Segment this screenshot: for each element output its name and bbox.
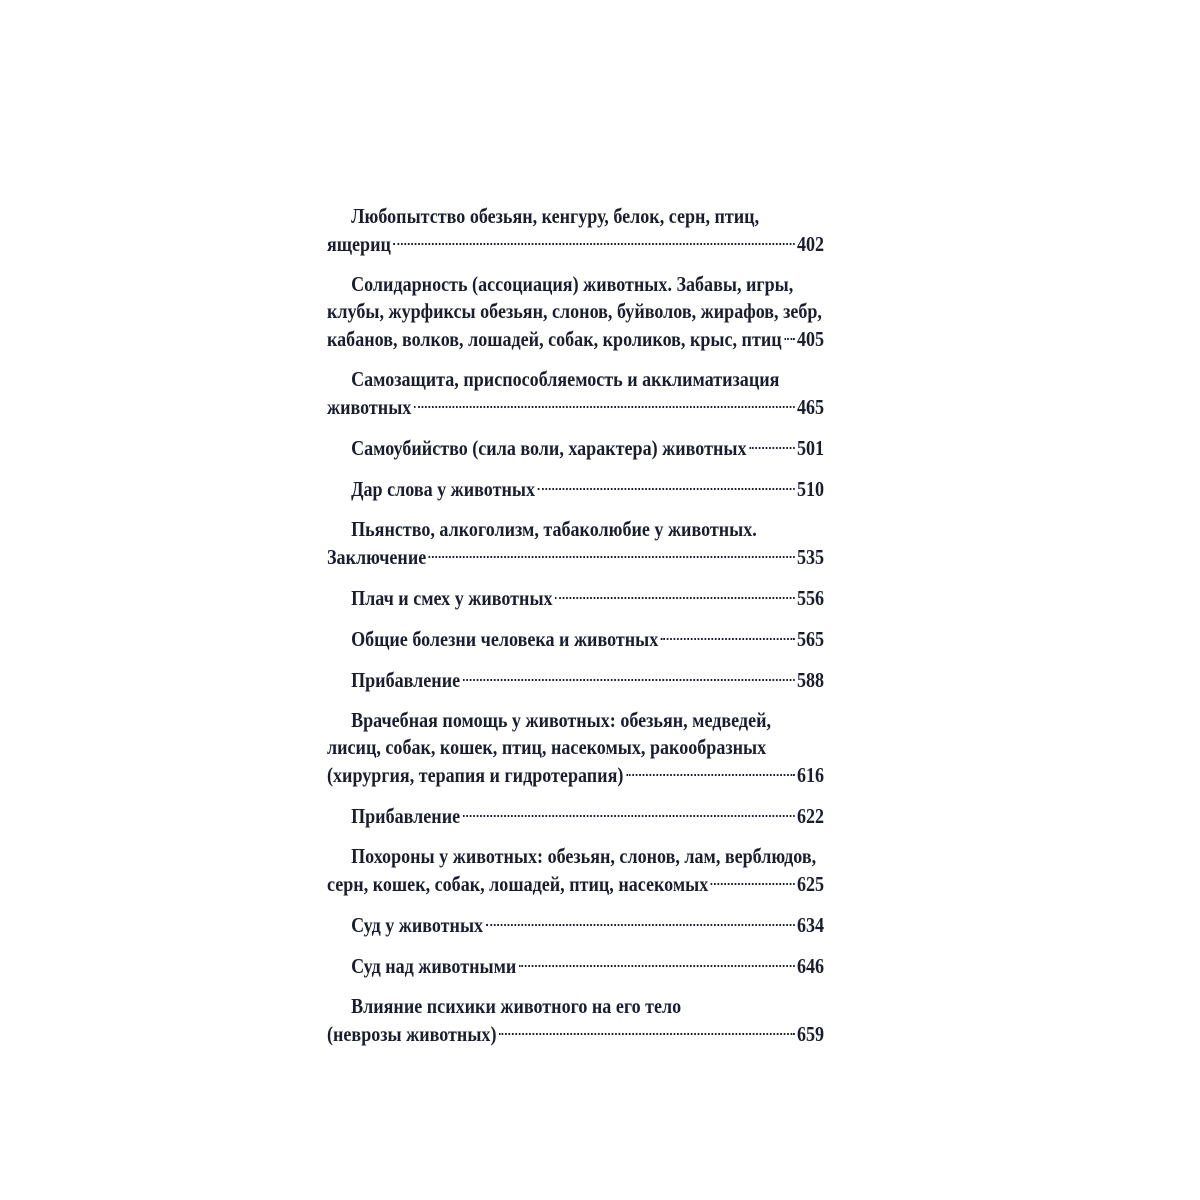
toc-entry-line xyxy=(327,516,824,543)
dot-leader xyxy=(463,802,795,823)
toc-entry-title: Самоубийство (сила воли, характера) животных xyxy=(351,436,747,460)
toc-entry-title: животных xyxy=(327,395,412,419)
toc-page-number: 616 xyxy=(796,763,825,787)
toc-entry-title: Пьянство, алкоголизм, табаколюбие у животных. xyxy=(351,517,757,541)
toc-entry-title: Дар слова у животных xyxy=(351,477,535,501)
toc-entry xyxy=(327,666,824,694)
toc-entry-line xyxy=(327,325,824,353)
toc-entry-title: Суд у животных xyxy=(351,913,484,937)
toc-entry xyxy=(327,911,824,939)
toc-entry-title: Общие болезни человека и животных xyxy=(351,627,659,651)
dot-leader xyxy=(499,1020,794,1041)
toc-entry-line xyxy=(327,271,824,298)
toc-entry xyxy=(327,203,824,258)
toc-entry-line xyxy=(327,952,824,980)
toc-entry-title: лисиц, собак, кошек, птиц, насекомых, ракообразных xyxy=(327,735,767,759)
toc-page-number: 501 xyxy=(796,436,825,460)
toc-entry-line xyxy=(327,1020,824,1048)
toc-entry-title: Влияние психики животного на его тело xyxy=(351,994,682,1018)
toc-entry-title: Врачебная помощь у животных: обезьян, медведей, xyxy=(351,708,772,732)
toc-entry-line xyxy=(327,734,824,761)
toc-entry xyxy=(327,366,824,421)
toc-page-number: 405 xyxy=(796,327,825,351)
toc-page-number: 402 xyxy=(796,232,825,256)
toc-entry xyxy=(327,475,824,503)
toc-entry-title: Плач и смех у животных xyxy=(351,586,553,610)
dot-leader xyxy=(486,911,795,932)
toc-page-number: 659 xyxy=(796,1022,825,1046)
toc-entry-line xyxy=(327,203,824,230)
toc-entry xyxy=(327,707,824,789)
dot-leader xyxy=(626,761,794,782)
toc-entry-line xyxy=(327,230,824,258)
toc-entry-title: кабанов, волков, лошадей, собак, кроликов, крыс, птиц xyxy=(327,327,782,351)
toc-page-number: 510 xyxy=(796,477,825,501)
toc-entry xyxy=(327,625,824,653)
toc-entry-title: Прибавление xyxy=(351,668,461,692)
toc-entry-line xyxy=(327,843,824,870)
toc-entry-line xyxy=(327,761,824,789)
toc-entry-line xyxy=(327,870,824,898)
dot-leader xyxy=(414,393,794,414)
toc-page-number: 646 xyxy=(796,954,825,978)
toc-page-number: 556 xyxy=(796,586,825,610)
toc-entry-title: ящериц xyxy=(327,232,391,256)
toc-entry-title: Прибавление xyxy=(351,804,461,828)
toc-entry-line xyxy=(327,393,824,421)
toc-entry-line xyxy=(327,584,824,612)
toc-entry-line xyxy=(327,993,824,1020)
toc-entry-line xyxy=(327,475,824,503)
toc-entry-title: Похороны у животных: обезьян, слонов, лам, верблюдов, xyxy=(351,844,817,868)
toc-entry-title: Любопытство обезьян, кенгуру, белок, серн, птиц, xyxy=(351,204,760,228)
dot-leader xyxy=(429,543,795,564)
toc-entry-line xyxy=(327,802,824,830)
dot-leader xyxy=(555,584,794,605)
table-of-contents xyxy=(327,203,824,1061)
toc-entry-title: серн, кошек, собак, лошадей, птиц, насекомых xyxy=(327,872,709,896)
dot-leader xyxy=(661,625,795,646)
dot-leader xyxy=(711,870,795,891)
toc-entry-title: Суд над животными xyxy=(351,954,517,978)
toc-entry-line xyxy=(327,911,824,939)
toc-entry-title: Солидарность (ассоциация) животных. Забавы, игры, xyxy=(351,272,794,296)
toc-page-number: 535 xyxy=(796,545,825,569)
toc-page-number: 625 xyxy=(796,872,825,896)
dot-leader xyxy=(784,325,794,346)
toc-entry xyxy=(327,516,824,571)
dot-leader xyxy=(538,475,795,496)
toc-page-number: 588 xyxy=(796,668,825,692)
toc-entry-title: (хирургия, терапия и гидротерапия) xyxy=(327,763,624,787)
toc-entry-title: клубы, журфиксы обезьян, слонов, буйволов, жирафов, зебр, xyxy=(327,299,822,323)
toc-page-number: 465 xyxy=(796,395,825,419)
toc-entry xyxy=(327,952,824,980)
toc-entry-title: (неврозы животных) xyxy=(327,1022,497,1046)
toc-entry-line xyxy=(327,625,824,653)
toc-page-number: 565 xyxy=(796,627,825,651)
toc-page-number: 622 xyxy=(796,804,825,828)
dot-leader xyxy=(749,434,794,455)
dot-leader xyxy=(393,230,794,251)
toc-entry xyxy=(327,802,824,830)
toc-entry-title: Самозащита, приспособляемость и акклиматизация xyxy=(351,367,780,391)
dot-leader xyxy=(463,666,795,687)
toc-entry-line xyxy=(327,298,824,325)
toc-entry-title: Заключение xyxy=(327,545,427,569)
toc-entry xyxy=(327,843,824,898)
dot-leader xyxy=(519,952,795,973)
toc-entry xyxy=(327,584,824,612)
toc-entry-line xyxy=(327,666,824,694)
toc-entry-line xyxy=(327,707,824,734)
toc-entry-line xyxy=(327,366,824,393)
toc-entry-line xyxy=(327,434,824,462)
toc-entry-line xyxy=(327,543,824,571)
toc-page-number: 634 xyxy=(796,913,825,937)
toc-entry xyxy=(327,271,824,353)
toc-entry xyxy=(327,434,824,462)
toc-entry xyxy=(327,993,824,1048)
